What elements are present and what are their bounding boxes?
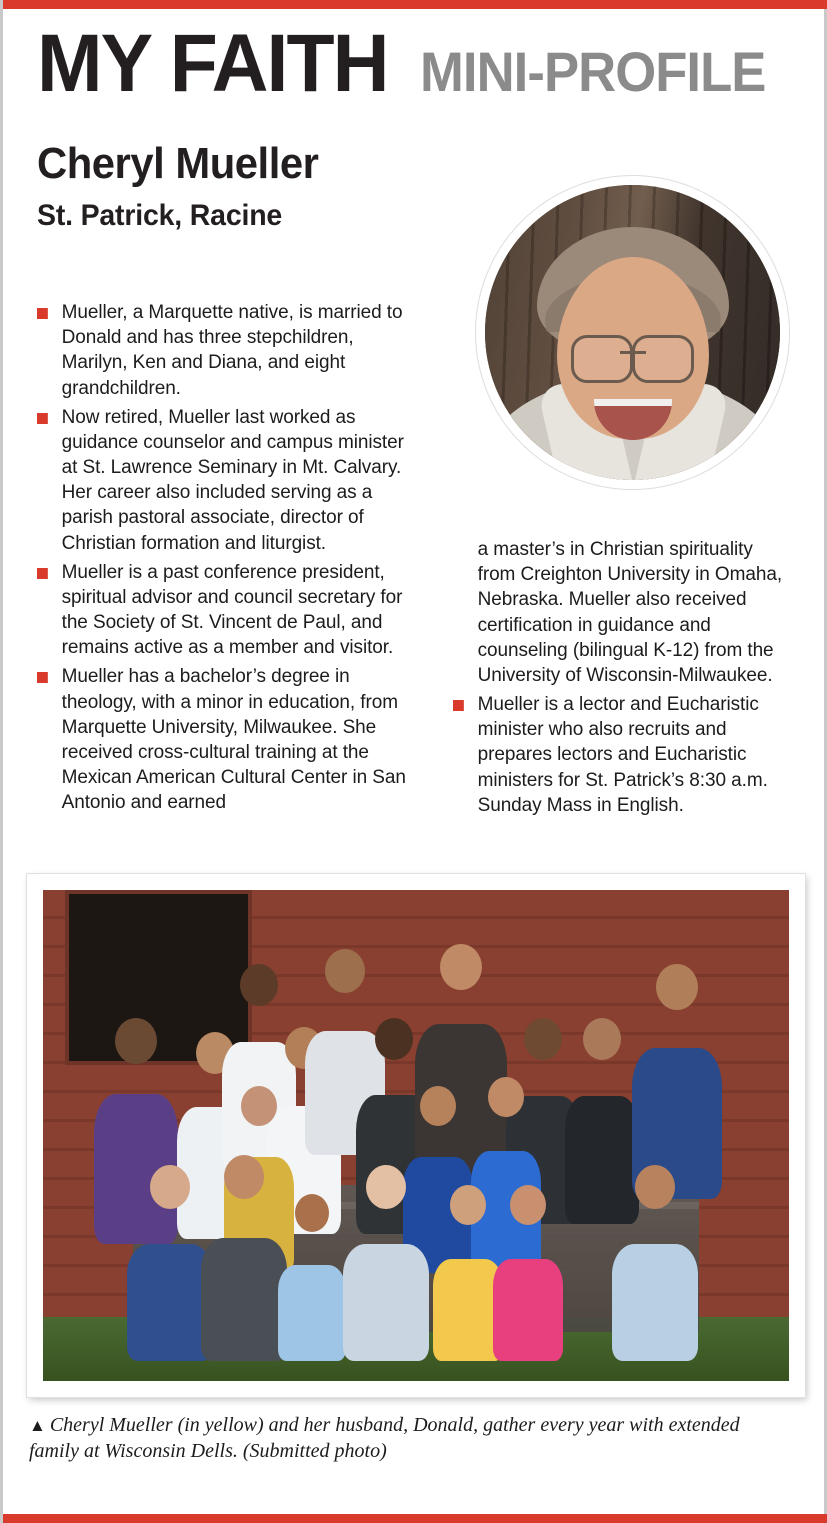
- person-figure: [632, 964, 722, 1200]
- bullet-list-right: [453, 537, 797, 818]
- profile-name: Cheryl Mueller: [37, 139, 319, 188]
- top-rule: [3, 0, 827, 9]
- masthead: [37, 18, 797, 109]
- list-item: Mueller, a Marquette native, is married to Donald and has three stepchildren, Marilyn, Ken and Diana, and eight grandchildren.: [37, 300, 421, 401]
- list-item: Mueller is a lector and Eucharistic minister who also recruits and prepares lectors and Eucharistic ministers for St. Patrick’s 8:30 a.m. Sunday Mass in English.: [453, 692, 792, 818]
- eyeglass-left-icon: [571, 335, 633, 383]
- list-item: Mueller has a bachelor’s degree in theology, with a minor in education, from Marquette University, Milwaukee. She received cross-cultural training at the Mexican American Cultural Center in San Antonio and earned: [37, 664, 421, 815]
- list-item-continuation: a master’s in Christian spirituality from Creighton University in Omaha, Nebraska. Mueller also received certification in guidance and counseling (bilingual K-12) from the University of Wisconsin-Milwaukee.: [477, 539, 783, 686]
- family-photo: [43, 890, 789, 1381]
- masthead-title-secondary: MINI-PROFILE: [420, 40, 766, 103]
- profile-parish: St. Patrick, Racine: [37, 198, 283, 232]
- caption-text: Cheryl Mueller (in yellow) and her husband, Donald, gather every year with extended family at Wisconsin Dells. (Submitted photo): [29, 1414, 740, 1463]
- photo-caption: [29, 1412, 789, 1465]
- portrait-image: [485, 185, 780, 480]
- portrait-photo: [476, 176, 789, 489]
- person-figure: [341, 1165, 431, 1361]
- eyeglass-right-icon: [632, 335, 694, 383]
- profile-heading: [37, 139, 467, 233]
- photo-people-group: [43, 890, 789, 1381]
- list-item: Now retired, Mueller last worked as guidance counselor and campus minister at St. Lawrence Seminary in Mt. Calvary. Her career also included serving as a parish pastoral associate, director of Christian formation and liturgist.: [37, 405, 421, 556]
- person-figure: [274, 1194, 349, 1361]
- person-figure: [491, 1185, 566, 1362]
- body-column-left: [37, 300, 427, 819]
- bottom-rule: [3, 1514, 827, 1523]
- body-column-right: [453, 537, 797, 822]
- family-photo-card: [27, 874, 805, 1397]
- person-figure: [610, 1165, 700, 1361]
- eyeglass-bridge-icon: [620, 351, 646, 354]
- caption-marker-icon: ▲: [29, 1416, 46, 1435]
- masthead-title-primary: MY FAITH: [37, 18, 388, 109]
- list-item: Mueller is a past conference president, spiritual advisor and council secretary for the Society of St. Vincent de Paul, and remains active as a member and visitor.: [37, 560, 421, 661]
- bullet-list-left: [37, 300, 427, 815]
